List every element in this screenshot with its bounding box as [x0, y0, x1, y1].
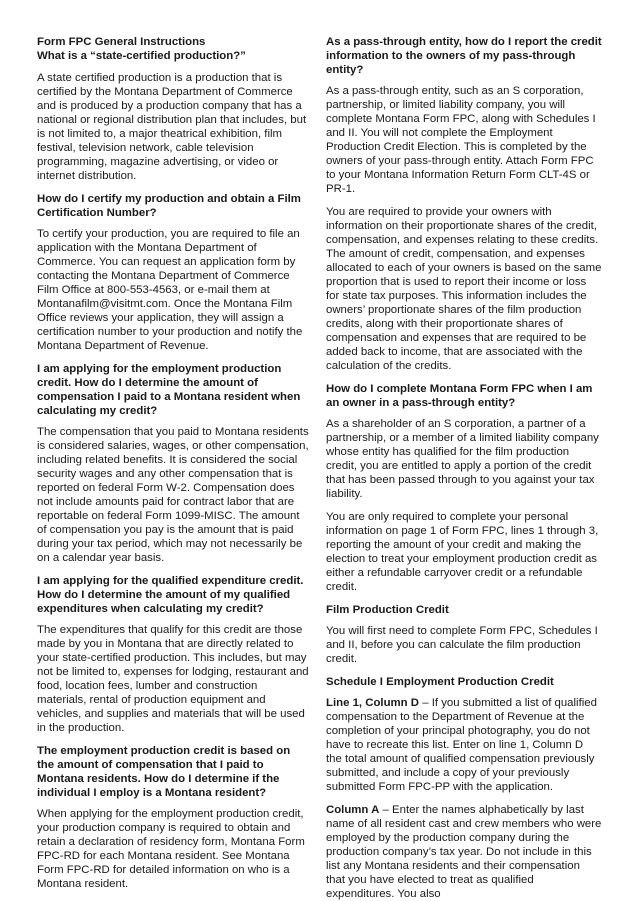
page-title: Form FPC General Instructions	[37, 36, 206, 48]
section-heading-owner-complete: How do I complete Montana Form FPC when I am an owner in a pass-through entity?	[326, 383, 593, 409]
text-line-1-column-d: – If you submitted a list of qualified compensation to the Department of Revenue at the completion of your principal photography, you do not have to recreate this list. Enter on line 1, Column D the total amount of qualified compensation previously submitted, and include a copy of your previously submitted Form FPC-PP with the application.	[326, 697, 597, 793]
paragraph-line-1-column-d	[326, 696, 602, 794]
section-heading-certify: How do I certify my production and obtain a Film Certification Number?	[37, 193, 301, 219]
paragraph-state-certified: A state certified production is a production that is certified by the Montana Department of Commerce and is produced by a production company that has a national or regional distribution plan that includes, but is not limited to, a major theatrical exhibition, film festival, television network, cable television programming, magazine advertising, or video or internet distribution.	[37, 72, 307, 182]
paragraph-certify: To certify your production, you are required to file an application with the Montana Department of Commerce. You can request an application form by contacting the Montana Department of Commerce Film Office at 800-553-4563, or e-mail them at Montanafilm@visitmt.com. Once the Montana Film Office reviews your application, they will assign a certification number to your production and notify the Montana Department of Revenue.	[37, 228, 303, 352]
title-block	[37, 35, 309, 63]
right-column	[326, 35, 602, 900]
section-heading-schedule-i: Schedule I Employment Production Credit	[326, 676, 554, 688]
section-heading-state-certified: What is a “state-certified production?”	[37, 50, 246, 62]
section-heading-employment-credit: I am applying for the employment production credit. How do I determine the amount of compensation I paid to a Montana resident when calculating my credit?	[37, 363, 301, 417]
text-column-a: – Enter the names alphabetically by last name of all resident cast and crew members who were employed by the production company during the production company’s tax year. Do not include in this list any Montana residents and their compensation that you have elected to treat as qualified expenditures. You also	[326, 804, 602, 900]
paragraph-expenditure-credit: The expenditures that qualify for this credit are those made by you in Montana that are directly related to your state-certified production. This includes, but may not be limited to, expenses for lodging, restaurant and food, location fees, lumber and construction materials, rental of production equipment and vehicles, and supplies and materials that will be used in the production.	[37, 624, 309, 734]
paragraph-column-a	[326, 803, 602, 901]
section-heading-film-production-credit: Film Production Credit	[326, 604, 449, 616]
paragraph-shareholder: As a shareholder of an S corporation, a partner of a partnership, or a member of a limited liability company whose entity has qualified for the film production credit, you are entitled to apply a portion of the credit that has been passed through to you against your tax liability.	[326, 418, 599, 500]
lead-column-a: Column A	[326, 804, 380, 816]
paragraph-film-production-credit: You will first need to complete Form FPC, Schedules I and II, before you can calculate the film production credit.	[326, 625, 598, 665]
section-heading-expenditure-credit: I am applying for the qualified expenditure credit. How do I determine the amount of my qualified expenditures when calculating my credit?	[37, 575, 304, 615]
paragraph-employment-credit: The compensation that you paid to Montana residents is considered salaries, wages, or other compensation, including related benefits. It is considered the social security wages and any other compensation that is reported on federal Form W-2. Compensation does not include amounts paid for contract labor that are reportable on federal Form 1099-MISC. The amount of compensation you pay is the amount that is paid during your tax period, which may not necessarily be on a calendar year basis.	[37, 426, 309, 564]
left-column	[37, 35, 309, 890]
section-heading-resident: The employment production credit is based on the amount of compensation that I paid to Montana residents. How do I determine if the individual I employ is a Montana resident?	[37, 745, 291, 799]
paragraph-pass-through-report: As a pass-through entity, such as an S corporation, partnership, or limited liability company, you will complete Montana Form FPC, along with Schedules I and II. You will not complete the Employment Production Credit Election. This is completed by the owners of your pass-through entity. Attach Form FPC to your Montana Information Return Form CLT-4S or PR-1.	[326, 85, 596, 195]
paragraph-resident: When applying for the employment production credit, your production company is required to obtain and retain a declaration of residency form, Montana Form FPC-RD for each Montana resident. See Montana Form FPC-RD for detailed information on who is a Montana resident.	[37, 808, 305, 890]
lead-line-1-column-d: Line 1, Column D	[326, 697, 420, 709]
paragraph-personal-info: You are only required to complete your personal information on page 1 of Form FPC, lines 1 through 3, reporting the amount of your credit and making the election to treat your employment production credit as either a refundable carryover credit or a refundable credit.	[326, 511, 599, 593]
section-heading-pass-through-report: As a pass-through entity, how do I report the credit information to the owners of my pass-through entity?	[326, 36, 602, 76]
paragraph-owner-shares: You are required to provide your owners with information on their proportionate shares of the credit, compensation, and expenses relating to these credits. The amount of credit, compensation, and expenses allocated to each of your owners is based on the same proportion that is used to report their income or loss for state tax purposes. This information includes the owners’ proportionate shares of the film production credits, along with their proportionate shares of compensation and expenses that are required to be added back to income, that are associated with the calculation of the credits.	[326, 206, 602, 372]
